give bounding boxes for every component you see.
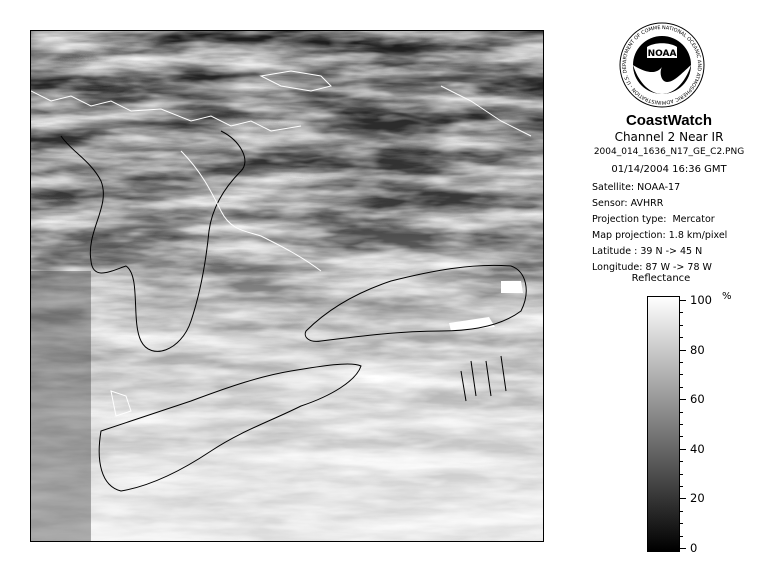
legend-minor-tick [680,312,683,313]
legend-minor-tick [680,523,683,524]
legend-minor-tick [680,412,683,413]
logo-center-text: NOAA [647,49,677,59]
meta-map-projection: Map projection: 1.8 km/pixel [592,230,728,241]
legend-tick [680,300,686,301]
meta-sensor: Sensor: AVHRR [592,198,664,209]
legend-minor-tick [680,325,683,326]
channel-label: Channel 2 Near IR [614,130,724,144]
legend-unit: % [722,291,732,302]
meta-latitude: Latitude : 39 N -> 45 N [592,246,703,257]
legend-tick-label: 80 [690,342,705,357]
legend-minor-tick [680,387,683,388]
legend-minor-tick [680,511,683,512]
legend-minor-tick [680,436,683,437]
reflectance-color-bar [647,296,680,552]
legend-tick-label: 40 [690,441,705,456]
brand-title: CoastWatch [625,112,713,129]
legend-tick [680,350,686,351]
legend-minor-tick [680,461,683,462]
noaa-logo [619,22,705,108]
legend-tick [680,548,686,549]
legend-minor-tick [680,337,683,338]
legend-tick-label: 100 [690,293,712,307]
legend-tick [680,449,686,450]
legend-minor-tick [680,362,683,363]
legend-tick [680,498,686,499]
filename-label: 2004_014_1636_N17_GE_C2.PNG [593,147,745,157]
meta-longitude: Longitude: 87 W -> 78 W [592,262,712,273]
legend-minor-tick [680,474,683,475]
legend-minor-tick [680,374,683,375]
legend-minor-tick [680,536,683,537]
legend-tick-label: 60 [690,392,705,407]
satellite-imagery [31,31,543,541]
meta-projection-type: Projection type: Mercator [592,214,715,225]
logo-ring-text: NATIONAL OCEANIC AND ATMOSPHERIC ADMINISTRATION - U.S. DEPARTMENT OF COMME [621,24,702,106]
legend-minor-tick [680,424,683,425]
datetime-label: 01/14/2004 16:36 GMT [611,164,727,175]
meta-satellite: Satellite: NOAA-17 [592,182,681,193]
legend-tick [680,399,686,400]
legend-tick-label: 20 [690,491,705,506]
legend-title: Reflectance [631,273,691,284]
legend-minor-tick [680,486,683,487]
legend-tick-label: 0 [690,541,698,555]
satellite-map [30,30,544,542]
